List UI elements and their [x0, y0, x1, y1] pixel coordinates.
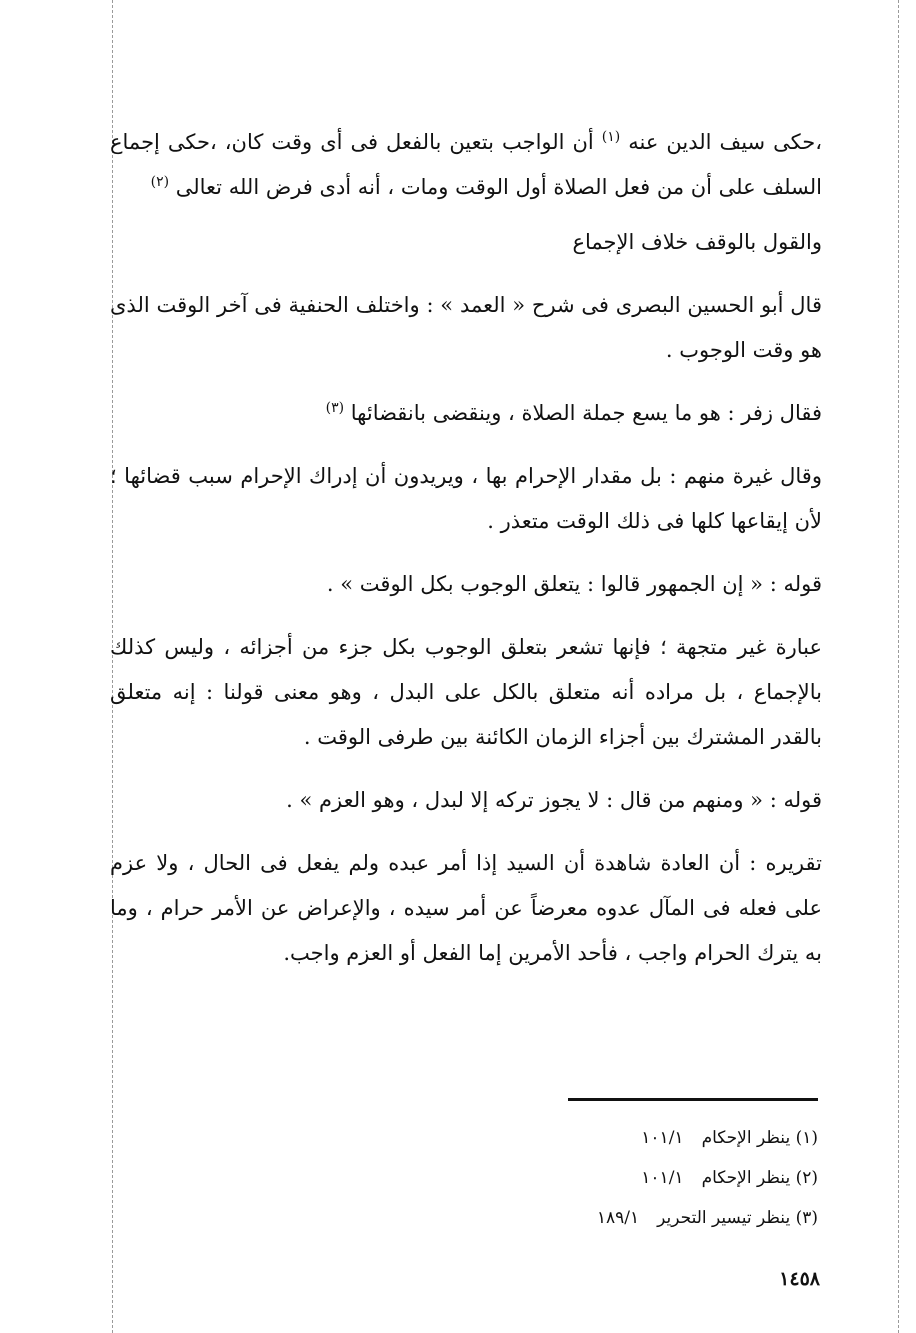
paragraph-7: عبارة غير متجهة ؛ فإنها تشعر بتعلق الوجوب بكل جزء من أجزائه ، وليس كذلك بالإجماع ، بل مراده أنه متعلق بالكل على البدل ، وهو معنى قولنا : إنه متعلق بالقدر المشترك بين أجزاء الزمان الكائنة بين طرفى الوقت .: [110, 635, 822, 749]
footnote-ref-2: (٢): [150, 174, 170, 190]
footnote-1-ref: ١٠١/١: [641, 1128, 684, 1148]
paragraph-2: والقول بالوقف خلاف الإجماع: [572, 230, 822, 254]
page-number: ١٤٥٨: [779, 1268, 820, 1290]
paragraph-8: قوله : « ومنهم من قال : لا يجوز تركه إلا لبدل ، وهو العزم » .: [286, 788, 822, 812]
paragraph-9: تقريره : أن العادة شاهدة أن السيد إذا أمر عبده ولم يفعل فى الحال ، ولا عزم على فعله فى المآل عدوه معرضاً عن أمر سيده ، والإعراض عن الأمر حرام ، وما به يترك الحرام واجب ، فأحد الأمرين إما الفعل أو العزم واجب.: [110, 851, 822, 965]
paragraph-4-text: فقال زفر : هو ما يسع جملة الصلاة ، وينقضى بانقضائها: [344, 401, 822, 425]
footnote-1: [480, 1118, 818, 1158]
footnote-ref-1: (١): [601, 129, 621, 145]
footnotes: [480, 1118, 818, 1238]
paragraph-1-line-1a: ،حكى سيف الدين عنه: [620, 130, 823, 154]
paragraph-1-line-2: ،حكى إجماع السلف على أن من فعل الصلاة أول الوقت ومات ، أنه أدى فرض الله تعالى: [110, 130, 822, 199]
footnote-3-ref: ١٨٩/١: [596, 1208, 640, 1228]
document-body: [110, 120, 822, 994]
paragraph-1-line-1b: أن الواجب بتعين بالفعل فى أى وقت كان،: [224, 130, 602, 154]
footnote-2-text: (٢) ينظر الإحكام: [701, 1168, 818, 1188]
footnote-2-ref: ١٠١/١: [641, 1168, 684, 1188]
footnote-ref-3: (٣): [325, 400, 345, 416]
paragraph-6: قوله : « إن الجمهور قالوا : يتعلق الوجوب بكل الوقت » .: [326, 572, 822, 596]
footnote-2: [480, 1158, 818, 1198]
paragraph-3: قال أبو الحسين البصرى فى شرح « العمد » : واختلف الحنفية فى آخر الوقت الذى هو وقت الوجوب .: [110, 293, 822, 362]
footnote-3-text: (٣) ينظر تيسير التحرير: [657, 1208, 818, 1228]
footnote-3: [480, 1198, 818, 1238]
footnote-1-text: (١) ينظر الإحكام: [701, 1128, 818, 1148]
paragraph-5: وقال غيرة منهم : بل مقدار الإحرام بها ، ويريدون أن إدراك الإحرام سبب قضائها ؛ لأن إيقاعها كلها فى ذلك الوقت متعذر .: [110, 464, 822, 533]
paragraph-1: [110, 120, 822, 210]
scan-border-line: [898, 0, 899, 1333]
paragraph-4: [110, 391, 822, 436]
footnote-divider: [568, 1098, 818, 1101]
